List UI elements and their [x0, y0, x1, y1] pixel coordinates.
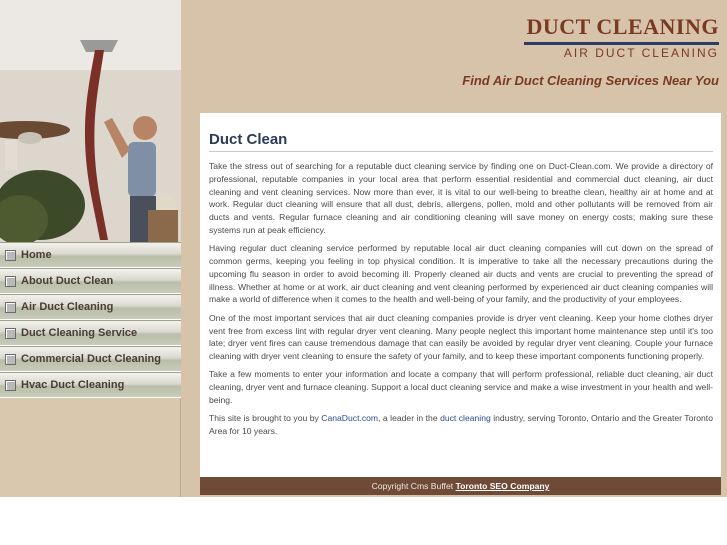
main-content — [200, 113, 721, 477]
credits-prefix: This site is brought to you by — [209, 413, 322, 424]
nav-item-label: Home — [21, 249, 52, 261]
nav-item-label: Duct Cleaning Service — [21, 327, 138, 339]
brand-divider — [524, 42, 719, 45]
site-tagline: Find Air Duct Cleaning Services Near You — [462, 73, 719, 88]
brand-title: DUCT CLEANING — [526, 14, 719, 39]
copyright-text: Copyright Cms Buffet — [371, 481, 456, 491]
credits-suffix: industry, serving Toronto, Ontario and the Greater Toronto Area for 10 years. — [209, 413, 713, 437]
brand-subtitle: AIR DUCT CLEANING — [563, 46, 719, 60]
paragraph-credits — [209, 412, 713, 438]
nav-item-air-duct-cleaning[interactable] — [0, 294, 181, 320]
left-column — [0, 0, 181, 497]
square-bullet-icon — [5, 250, 16, 261]
square-bullet-icon — [5, 328, 16, 339]
nav-item-label: Hvac Duct Cleaning — [21, 379, 125, 391]
nav-item-about-duct-clean[interactable] — [0, 268, 181, 294]
nav-item-home[interactable] — [0, 242, 181, 268]
page-title: Duct Clean — [209, 131, 713, 152]
duct-cleaning-link[interactable]: duct cleaning — [440, 413, 491, 424]
header-photo — [0, 0, 181, 242]
site-logo[interactable] — [481, 14, 719, 60]
square-bullet-icon — [5, 302, 16, 313]
paragraph-call-to-action: Take a few moments to enter your information and locate a company that will perform professional, reliable duct cleaning, air duct cleaning, dryer vent and furnace cleaning. Support a local duct cleaning service and make a wise investment in your health and well-being. — [209, 369, 713, 406]
canaduct-link[interactable]: CanaDuct.com — [321, 413, 379, 424]
paragraph-health: Having regular duct cleaning service performed by reputable local air duct cleaning companies will cut down on the spread of common germs, keeping you feeling in top physical condition. It is imperative to take all the necessary precautions during the upcoming flu season in order to avoid becoming ill. Properly cleaned air ducts and vents are crucial to preventing the spread of illness. Whether at home or at work, air duct cleaning and vent cleaning performed by experienced air duct cleaning companies will make a world of difference when it comes to the health and well-being of your family, and the productivity of your employees. — [209, 243, 713, 305]
square-bullet-icon — [5, 276, 16, 287]
seo-company-link[interactable]: Toronto SEO Company — [455, 481, 550, 491]
footer — [200, 477, 721, 495]
nav-item-label: Commercial Duct Cleaning — [21, 353, 161, 365]
nav-item-commercial-duct-cleaning[interactable] — [0, 346, 181, 372]
nav-item-label: About Duct Clean — [21, 275, 114, 287]
technician-photo-illustration — [0, 0, 181, 242]
paragraph-dryer-vent: One of the most important services that air duct cleaning companies provide is dryer vent cleaning. Keep your home clothes dryer vent free from excess lint with regular dryer vent cleaning. Many people neglect this important home maintenance step until it's too late; dryer vent fires can cause tremendous damage that can easily be avoided by regular dryer vent cleaning. Couple your furnace cleaning with dryer vent cleaning to ensure the safety of your family, and to keep these important components functioning properly. — [209, 312, 713, 362]
paragraph-intro: Take the stress out of searching for a reputable duct cleaning service by finding one on Duct-Clean.com. We provide a directory of professional, reputable companies in your local area that perform essential residential and commercial duct cleaning, air duct cleaning and vent cleaning services. Now more than ever, it is vital to our well-being to breathe clean, healthy air at home and at work. Regular duct cleaning will ensure that all dust, debris, allergens, pollen, mold and other pollutants will be removed from air ducts and vents. Regular furnace cleaning and air conditioning cleaning will save money on energy costs; making sure these systems run at peak efficiency. — [209, 161, 713, 235]
square-bullet-icon — [5, 354, 16, 365]
square-bullet-icon — [5, 380, 16, 391]
nav-item-duct-cleaning-service[interactable] — [0, 320, 181, 346]
credits-middle: , a leader in the — [378, 413, 441, 424]
nav-item-hvac-duct-cleaning[interactable] — [0, 372, 181, 398]
nav-item-label: Air Duct Cleaning — [21, 301, 114, 313]
main-navigation — [0, 242, 181, 398]
